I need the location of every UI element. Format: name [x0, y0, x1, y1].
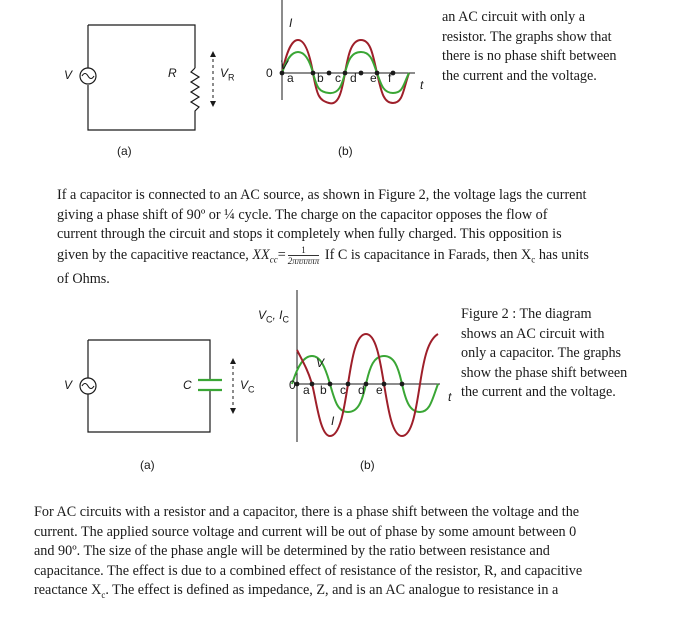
figure2-circuit-diagram — [55, 330, 255, 445]
graph1-origin-label: 0 — [266, 66, 273, 80]
graph1-point-f: f — [388, 71, 392, 85]
figure1-caption: an AC circuit with only a resistor. The graphs show that there is no phase shift between the current and the voltage. — [442, 9, 617, 84]
figure2-sublabel-b: (b) — [360, 458, 375, 472]
reactance-fraction: $\frac{1}{\text{2ππππππ}}$ — [287, 244, 320, 266]
graph2-point-e: e — [376, 383, 383, 397]
reactance-line: given by the capacitive reactance, $XX_{cc}=$ $\frac{1}{\text{2ππππππ}}$ If C is capacitance in Farads, then $X_c$ has units — [57, 244, 589, 266]
impedance-line: reactance $X_c$. The effect is defined as impedance, Z, and is an AC analogue to resistance in a — [34, 582, 559, 601]
graph1-point-d: d — [350, 71, 357, 85]
figure2-caption: Figure 2 : The diagram shows an AC circuit with only a capacitor. The graphs show the phase shift between the current and the voltage. — [461, 306, 628, 401]
paragraph-rc-circuits: For AC circuits with a resistor and a capacitor, there is a phase shift between the voltage and the current. The applied source voltage and current will be out of phase by some amount between 0 and 90º. The size of the phase angle will be determined by the ratio between resistance and capacitance. The effect is due to a combined effect of resistance of the resistor, R, and capacitive reactance $X_c$. The effect is defined as impedance, Z, and is an AC analogue to resistance in a — [34, 503, 674, 606]
graph1-time-label: t — [420, 78, 424, 92]
graph1-point-a: a — [287, 71, 294, 85]
voltage-r-label: $V_R$ — [220, 66, 235, 83]
graph2-point-a: a — [303, 383, 310, 397]
graph1-point-b: b — [317, 71, 324, 85]
figure2-sublabel-a: (a) — [140, 458, 155, 472]
graph2-axis-label: $V_C$, $I_C$ — [258, 308, 290, 325]
graph2-origin-label: 0 — [289, 378, 296, 392]
graph2-point-c: c — [340, 383, 346, 397]
figure2-phase-graph — [290, 290, 450, 450]
graph2-voltage-label: V — [316, 356, 325, 370]
resistor-symbol — [191, 68, 199, 114]
figure1-sublabel-a: (a) — [117, 144, 132, 158]
figure1-phase-graph — [275, 0, 440, 110]
graph2-point-b: b — [320, 383, 327, 397]
graph1-current-label: I — [289, 16, 293, 30]
graph1-point-e: e — [370, 71, 377, 85]
graph1-voltage-label: V — [280, 58, 289, 72]
figure1-sublabel-b: (b) — [338, 144, 353, 158]
paragraph-capacitor-intro: If a capacitor is connected to an AC source, as shown in Figure 2, the voltage lags the current giving a phase shift of 90º or ¼ cycle. The charge on the capacitor opposes the flow of current through the circuit and stops it completely when fully charged. This opposition is given by the capacitive reactance, $XX_{cc}=$ $\frac{1}{\text{2ππππππ}}$ If C is capacitance in Farads, then $X_c$ has units of Ohms. — [57, 186, 667, 290]
voltage-c-label: $V_C$ — [240, 378, 255, 395]
graph2-current-label: I — [331, 414, 335, 428]
resistor-label: R — [168, 66, 177, 80]
capacitor-label: C — [183, 378, 192, 392]
graph2-point-d: d — [358, 383, 365, 397]
graph1-point-c: c — [335, 71, 341, 85]
source-label-2: V — [64, 378, 73, 392]
source-label: V — [64, 68, 73, 82]
graph2-time-label: t — [448, 390, 452, 404]
